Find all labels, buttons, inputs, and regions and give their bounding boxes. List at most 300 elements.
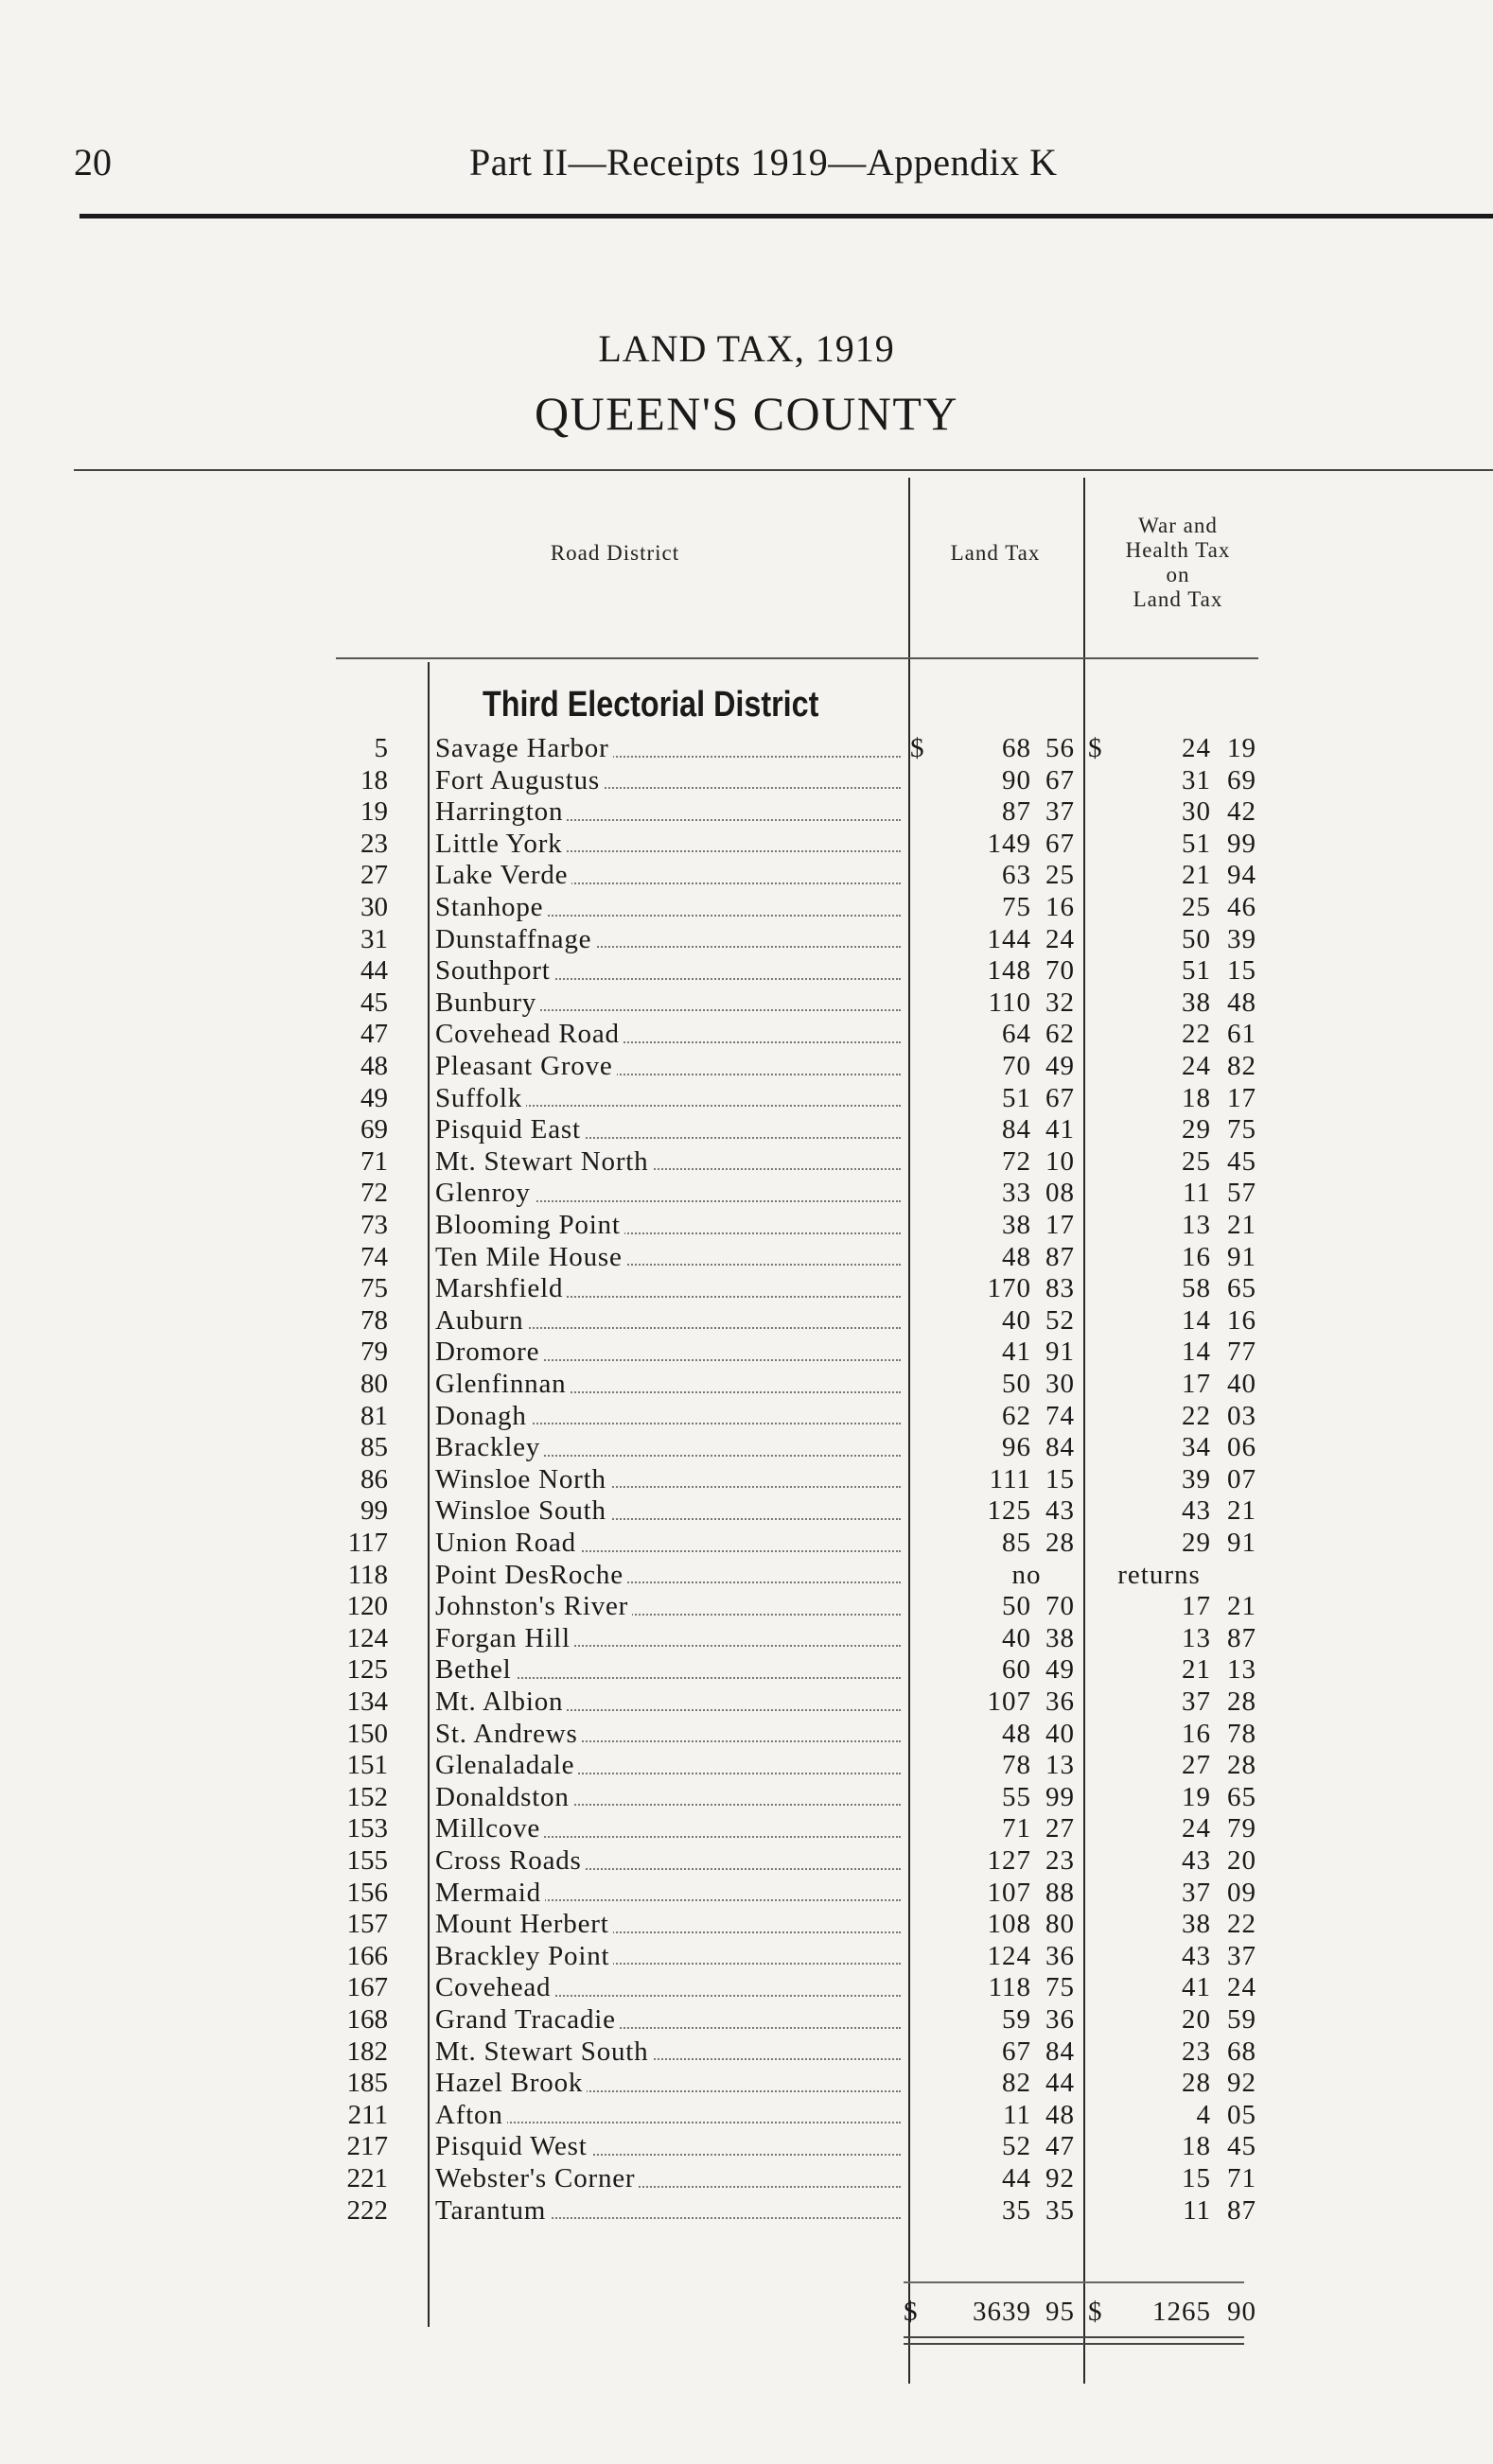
war-tax-cents: 69 xyxy=(1227,764,1256,795)
road-district-number: 85 xyxy=(360,1432,388,1463)
road-district-name-cell xyxy=(435,1654,901,1686)
war-tax-dollars: 38 xyxy=(1182,987,1211,1018)
road-district-name-cell xyxy=(435,1083,901,1115)
land-tax-dollars: 50 xyxy=(1002,1369,1031,1399)
road-district-number: 167 xyxy=(346,1972,388,2003)
road-district-name-cell xyxy=(435,987,901,1020)
land-tax-dollars: 108 xyxy=(987,1909,1031,1940)
table-row xyxy=(0,955,1493,987)
road-district-name-cell xyxy=(435,1813,901,1845)
table-row xyxy=(0,1972,1493,2004)
war-tax-cents: 24 xyxy=(1227,1972,1256,2003)
road-district-name: Lake Verde xyxy=(435,860,569,891)
war-health-header-line: War and xyxy=(1138,514,1218,537)
totals-double-rule-1 xyxy=(904,2336,1244,2338)
road-district-number: 152 xyxy=(346,1781,388,1812)
war-tax-cents: 20 xyxy=(1227,1845,1256,1876)
war-tax-dollars: 51 xyxy=(1182,828,1211,859)
table-row xyxy=(0,987,1493,1020)
land-tax-cents: 48 xyxy=(1045,2099,1075,2130)
land-tax-cents: 30 xyxy=(1045,1369,1075,1399)
county-title: QUEEN'S COUNTY xyxy=(534,387,959,440)
road-district-number: 221 xyxy=(346,2163,388,2193)
war-tax-cents: 45 xyxy=(1227,1145,1256,1177)
table-row xyxy=(0,1654,1493,1686)
war-tax-dollars: 17 xyxy=(1182,1591,1211,1622)
table-row xyxy=(0,1464,1493,1496)
road-district-name: Millcove xyxy=(435,1813,541,1844)
war-tax-dollars: 13 xyxy=(1182,1622,1211,1653)
land-tax-cents: 49 xyxy=(1045,1654,1075,1686)
road-district-number: 5 xyxy=(374,733,388,763)
road-district-name-cell xyxy=(435,892,901,924)
road-district-number: 30 xyxy=(360,892,388,922)
table-row xyxy=(0,2068,1493,2100)
table-row xyxy=(0,2131,1493,2163)
war-health-header-line: on xyxy=(1166,563,1190,586)
table-row xyxy=(0,1623,1493,1655)
land-tax-dollars: 35 xyxy=(1002,2194,1031,2226)
road-district-name-cell xyxy=(435,2036,901,2069)
land-tax-cents: 47 xyxy=(1045,2131,1075,2162)
land-tax-cents: 36 xyxy=(1045,1686,1075,1717)
table-row xyxy=(0,860,1493,892)
road-district-number: 120 xyxy=(346,1591,388,1622)
table-row xyxy=(0,1051,1493,1083)
table-row xyxy=(0,1878,1493,1910)
war-tax-dollars: 43 xyxy=(1182,1845,1211,1876)
table-row xyxy=(0,1083,1493,1115)
war-tax-cents: 13 xyxy=(1227,1654,1256,1686)
road-district-number: 124 xyxy=(346,1622,388,1653)
road-district-number: 81 xyxy=(360,1400,388,1431)
road-district-name-cell xyxy=(435,1782,901,1814)
land-tax-cents: 92 xyxy=(1045,2163,1075,2193)
land-tax-cents: 13 xyxy=(1045,1750,1075,1781)
war-tax-cents: 09 xyxy=(1227,1877,1256,1908)
land-tax-cents: 43 xyxy=(1045,1495,1075,1527)
land-tax-cents: 83 xyxy=(1045,1273,1075,1304)
war-tax-cents: 91 xyxy=(1227,1241,1256,1272)
road-district-name-cell xyxy=(435,2131,901,2163)
war-tax-dollars: 18 xyxy=(1182,1082,1211,1113)
war-health-header-line: Health Tax xyxy=(1125,538,1231,562)
road-district-name-cell xyxy=(435,1591,901,1623)
war-tax-dollars: 17 xyxy=(1182,1369,1211,1399)
land-tax-dollars: 71 xyxy=(1002,1813,1031,1844)
road-district-number: 23 xyxy=(360,828,388,859)
land-tax-cents: 23 xyxy=(1045,1845,1075,1876)
road-district-name: Webster's Corner xyxy=(435,2163,636,2193)
land-tax-dollars: 40 xyxy=(1002,1622,1031,1653)
road-district-name: Mount Herbert xyxy=(435,1909,609,1940)
land-tax-dollars: 148 xyxy=(987,955,1031,987)
land-tax-cents: 84 xyxy=(1045,2036,1075,2067)
running-head: Part II—Receipts 1919—Appendix K xyxy=(469,141,1058,183)
land-tax-dollars: 127 xyxy=(987,1845,1031,1876)
totals-double-rule-2 xyxy=(904,2343,1244,2345)
road-district-number: 75 xyxy=(360,1273,388,1304)
column-header-road-district: Road District xyxy=(550,541,680,565)
war-tax-note: returns xyxy=(1117,1559,1201,1590)
page-number: 20 xyxy=(74,141,112,183)
war-tax-dollars: 41 xyxy=(1182,1972,1211,2003)
war-tax-dollars: 51 xyxy=(1182,955,1211,987)
land-tax-cents: 62 xyxy=(1045,1019,1075,1050)
road-district-name-cell xyxy=(435,1242,901,1274)
land-tax-cents: 37 xyxy=(1045,796,1075,828)
table-row xyxy=(0,1242,1493,1274)
road-district-number: 69 xyxy=(360,1114,388,1145)
war-tax-dollars: 34 xyxy=(1182,1432,1211,1463)
war-tax-dollars: 13 xyxy=(1182,1210,1211,1240)
land-tax-cents: 08 xyxy=(1045,1178,1075,1209)
table-row xyxy=(0,1114,1493,1146)
land-tax-dollars: 84 xyxy=(1002,1114,1031,1145)
table-row xyxy=(0,733,1493,765)
road-district-name-cell xyxy=(435,1495,901,1528)
road-district-name-cell xyxy=(435,1146,901,1179)
land-tax-dollars: 107 xyxy=(987,1686,1031,1717)
war-tax-cents: 06 xyxy=(1227,1432,1256,1463)
road-district-name: Afton xyxy=(435,2099,503,2130)
table-row xyxy=(0,2100,1493,2132)
land-tax-dollars: 124 xyxy=(987,1940,1031,1971)
table-row xyxy=(0,1591,1493,1623)
header-bottom-rule xyxy=(336,657,1258,659)
war-tax-cents: 16 xyxy=(1227,1304,1256,1336)
land-tax-cents: 10 xyxy=(1045,1145,1075,1177)
road-district-name-cell xyxy=(435,1560,901,1592)
land-tax-dollars: 75 xyxy=(1002,892,1031,922)
war-tax-cents: 22 xyxy=(1227,1909,1256,1940)
road-district-number: 151 xyxy=(346,1750,388,1781)
road-district-name: Little York xyxy=(435,828,563,859)
road-district-name: Glenaladale xyxy=(435,1750,575,1781)
war-tax-cents: 05 xyxy=(1227,2099,1256,2130)
document-title: LAND TAX, 1919 xyxy=(598,327,895,370)
road-district-name: Stanhope xyxy=(435,892,544,922)
war-tax-cents: 87 xyxy=(1227,2194,1256,2226)
war-tax-cents: 03 xyxy=(1227,1400,1256,1431)
road-district-name-cell xyxy=(435,2100,901,2132)
land-tax-cents: 74 xyxy=(1045,1400,1075,1431)
table-row xyxy=(0,1369,1493,1401)
road-district-name: Ten Mile House xyxy=(435,1241,623,1272)
land-tax-dollars: 144 xyxy=(987,923,1031,954)
road-district-name: Cross Roads xyxy=(435,1845,582,1876)
war-tax-cents: 79 xyxy=(1227,1813,1256,1844)
war-tax-dollars: 20 xyxy=(1182,2004,1211,2035)
road-district-name: Auburn xyxy=(435,1304,524,1336)
war-tax-dollars: 30 xyxy=(1182,796,1211,828)
war-tax-dollars: 16 xyxy=(1182,1241,1211,1272)
table-row xyxy=(0,1401,1493,1433)
road-district-number: 78 xyxy=(360,1304,388,1336)
road-district-number: 73 xyxy=(360,1210,388,1240)
war-tax-dollars: 24 xyxy=(1182,733,1211,763)
road-district-name: Brackley Point xyxy=(435,1940,610,1971)
land-tax-dollars: 125 xyxy=(987,1495,1031,1527)
road-district-name-cell xyxy=(435,955,901,987)
road-district-name: Suffolk xyxy=(435,1082,523,1113)
road-district-name: Marshfield xyxy=(435,1273,564,1304)
road-district-name: Donagh xyxy=(435,1400,527,1431)
war-tax-cents: 39 xyxy=(1227,923,1256,954)
land-tax-dollars: 78 xyxy=(1002,1750,1031,1781)
table-row xyxy=(0,1560,1493,1592)
table-row xyxy=(0,1686,1493,1719)
table-row xyxy=(0,829,1493,861)
land-tax-dollars: 67 xyxy=(1002,2036,1031,2067)
land-tax-dollars: 82 xyxy=(1002,2068,1031,2099)
road-district-name-cell xyxy=(435,1210,901,1242)
road-district-number: 99 xyxy=(360,1495,388,1527)
road-district-number: 134 xyxy=(346,1686,388,1717)
road-district-name: Mt. Stewart South xyxy=(435,2036,649,2067)
table-row xyxy=(0,892,1493,924)
road-district-name-cell xyxy=(435,1719,901,1751)
war-tax-cents: 15 xyxy=(1227,955,1256,987)
road-district-name: Fort Augustus xyxy=(435,764,600,795)
road-district-name-cell xyxy=(435,765,901,797)
land-tax-currency: $ xyxy=(910,733,924,763)
war-tax-cents: 77 xyxy=(1227,1337,1256,1368)
war-tax-dollars: 43 xyxy=(1182,1940,1211,1971)
land-tax-cents: 70 xyxy=(1045,1591,1075,1622)
road-district-name: Union Road xyxy=(435,1528,576,1558)
table-row xyxy=(0,2004,1493,2036)
road-district-name: Covehead xyxy=(435,1972,552,2003)
war-tax-cents: 87 xyxy=(1227,1622,1256,1653)
land-total-cents: 95 xyxy=(1045,2297,1075,2327)
road-district-name: Forgan Hill xyxy=(435,1622,571,1653)
war-tax-cents: 28 xyxy=(1227,1750,1256,1781)
table-row xyxy=(0,2036,1493,2069)
land-tax-dollars: 48 xyxy=(1002,1718,1031,1749)
road-district-number: 27 xyxy=(360,860,388,891)
road-district-number: 86 xyxy=(360,1463,388,1494)
war-tax-dollars: 24 xyxy=(1182,1051,1211,1081)
war-tax-cents: 21 xyxy=(1227,1591,1256,1622)
land-tax-dollars: 90 xyxy=(1002,764,1031,795)
land-tax-dollars: 72 xyxy=(1002,1145,1031,1177)
road-district-name-cell xyxy=(435,924,901,956)
land-tax-cents: 84 xyxy=(1045,1432,1075,1463)
road-district-name: Dromore xyxy=(435,1337,540,1368)
road-district-name-cell xyxy=(435,829,901,861)
road-district-name-cell xyxy=(435,1878,901,1910)
road-district-name-cell xyxy=(435,1972,901,2004)
land-tax-cents: 38 xyxy=(1045,1622,1075,1653)
war-tax-cents: 75 xyxy=(1227,1114,1256,1145)
land-tax-cents: 88 xyxy=(1045,1877,1075,1908)
war-total-currency: $ xyxy=(1088,2297,1103,2327)
road-district-number: 155 xyxy=(346,1845,388,1876)
war-tax-cents: 28 xyxy=(1227,1686,1256,1717)
road-district-name: Mermaid xyxy=(435,1877,541,1908)
road-district-name-cell xyxy=(435,1941,901,1973)
road-district-name-cell xyxy=(435,1337,901,1369)
land-tax-dollars: 51 xyxy=(1002,1082,1031,1113)
war-tax-cents: 71 xyxy=(1227,2163,1256,2193)
war-tax-cents: 21 xyxy=(1227,1210,1256,1240)
road-district-name-cell xyxy=(435,2195,901,2228)
war-tax-dollars: 14 xyxy=(1182,1304,1211,1336)
road-district-name-cell xyxy=(435,1909,901,1941)
land-tax-dollars: 33 xyxy=(1002,1178,1031,1209)
road-district-number: 45 xyxy=(360,987,388,1018)
war-tax-cents: 65 xyxy=(1227,1273,1256,1304)
war-tax-cents: 91 xyxy=(1227,1528,1256,1558)
war-tax-cents: 57 xyxy=(1227,1178,1256,1209)
road-district-name: Hazel Brook xyxy=(435,2068,584,2099)
table-row xyxy=(0,1210,1493,1242)
war-tax-dollars: 4 xyxy=(1196,2099,1211,2130)
road-district-name: Southport xyxy=(435,955,551,987)
road-district-number: 18 xyxy=(360,764,388,795)
table-row xyxy=(0,1495,1493,1528)
land-tax-cents: 75 xyxy=(1045,1972,1075,2003)
road-district-number: 72 xyxy=(360,1178,388,1209)
war-tax-dollars: 25 xyxy=(1182,892,1211,922)
road-district-name-cell xyxy=(435,1432,901,1464)
war-tax-dollars: 23 xyxy=(1182,2036,1211,2067)
table-row xyxy=(0,1750,1493,1782)
land-tax-cents: 36 xyxy=(1045,2004,1075,2035)
road-district-number: 47 xyxy=(360,1019,388,1050)
road-district-number: 211 xyxy=(347,2099,388,2130)
table-row xyxy=(0,1273,1493,1305)
land-tax-dollars: 40 xyxy=(1002,1304,1031,1336)
totals-top-rule xyxy=(904,2281,1244,2283)
war-tax-dollars: 58 xyxy=(1182,1273,1211,1304)
land-tax-cents: 27 xyxy=(1045,1813,1075,1844)
road-district-name-cell xyxy=(435,2163,901,2195)
land-tax-dollars: 149 xyxy=(987,828,1031,859)
land-tax-dollars: 38 xyxy=(1002,1210,1031,1240)
land-tax-cents: 36 xyxy=(1045,1940,1075,1971)
road-district-number: 150 xyxy=(346,1718,388,1749)
road-district-number: 182 xyxy=(346,2036,388,2067)
road-district-name-cell xyxy=(435,1305,901,1337)
land-tax-dollars: 111 xyxy=(989,1463,1031,1494)
land-tax-dollars: 170 xyxy=(987,1273,1031,1304)
war-tax-currency: $ xyxy=(1088,733,1102,763)
road-district-number: 44 xyxy=(360,955,388,987)
road-district-name: Winsloe North xyxy=(435,1463,606,1494)
road-district-name-cell xyxy=(435,860,901,892)
table-row xyxy=(0,765,1493,797)
road-district-name-cell xyxy=(435,1623,901,1655)
road-district-name-cell xyxy=(435,1845,901,1878)
land-tax-dollars: 118 xyxy=(988,1972,1031,2003)
war-tax-dollars: 11 xyxy=(1183,1178,1211,1209)
land-tax-cents: 67 xyxy=(1045,828,1075,859)
land-tax-dollars: 110 xyxy=(988,987,1031,1018)
road-district-name: Bethel xyxy=(435,1654,512,1686)
war-tax-dollars: 19 xyxy=(1182,1781,1211,1812)
war-tax-dollars: 29 xyxy=(1182,1114,1211,1145)
land-tax-cents: 15 xyxy=(1045,1463,1075,1494)
table-row xyxy=(0,1845,1493,1878)
road-district-number: 79 xyxy=(360,1337,388,1368)
war-tax-dollars: 25 xyxy=(1182,1145,1211,1177)
road-district-name: Glenroy xyxy=(435,1178,531,1209)
land-tax-dollars: 107 xyxy=(987,1877,1031,1908)
land-tax-cents: 87 xyxy=(1045,1241,1075,1272)
war-tax-dollars: 24 xyxy=(1182,1813,1211,1844)
war-tax-dollars: 38 xyxy=(1182,1909,1211,1940)
road-district-name: Pisquid West xyxy=(435,2131,588,2162)
land-tax-dollars: 87 xyxy=(1002,796,1031,828)
section-heading: Third Electorial District xyxy=(483,685,819,725)
road-district-name: Glenfinnan xyxy=(435,1369,567,1399)
land-tax-note: no xyxy=(1011,1559,1042,1590)
road-district-name: Mt. Stewart North xyxy=(435,1145,649,1177)
road-district-name: Blooming Point xyxy=(435,1210,621,1240)
road-district-name-cell xyxy=(435,1114,901,1146)
war-tax-dollars: 39 xyxy=(1182,1463,1211,1494)
table-row xyxy=(0,1019,1493,1051)
land-tax-dollars: 50 xyxy=(1002,1591,1031,1622)
war-tax-dollars: 37 xyxy=(1182,1686,1211,1717)
road-district-number: 166 xyxy=(346,1940,388,1971)
land-tax-dollars: 41 xyxy=(1002,1337,1031,1368)
land-tax-cents: 24 xyxy=(1045,923,1075,954)
table-row xyxy=(0,1909,1493,1941)
land-tax-cents: 32 xyxy=(1045,987,1075,1018)
land-total-dollars: 3639 xyxy=(973,2297,1031,2327)
war-tax-dollars: 43 xyxy=(1182,1495,1211,1527)
war-tax-cents: 19 xyxy=(1227,733,1256,763)
war-tax-cents: 48 xyxy=(1227,987,1256,1018)
land-tax-cents: 49 xyxy=(1045,1051,1075,1081)
war-tax-dollars: 27 xyxy=(1182,1750,1211,1781)
war-tax-cents: 78 xyxy=(1227,1718,1256,1749)
road-district-name-cell xyxy=(435,733,901,765)
land-tax-cents: 70 xyxy=(1045,955,1075,987)
road-district-name-cell xyxy=(435,1401,901,1433)
road-district-number: 117 xyxy=(347,1528,388,1558)
land-tax-cents: 41 xyxy=(1045,1114,1075,1145)
land-tax-cents: 56 xyxy=(1045,733,1075,763)
road-district-number: 19 xyxy=(360,796,388,828)
war-tax-dollars: 29 xyxy=(1182,1528,1211,1558)
war-tax-cents: 07 xyxy=(1227,1463,1256,1494)
road-district-name-cell xyxy=(435,796,901,829)
war-tax-dollars: 18 xyxy=(1182,2131,1211,2162)
land-tax-dollars: 59 xyxy=(1002,2004,1031,2035)
land-tax-dollars: 68 xyxy=(1002,733,1031,763)
land-tax-cents: 52 xyxy=(1045,1304,1075,1336)
road-district-name: Bunbury xyxy=(435,987,537,1018)
war-tax-cents: 40 xyxy=(1227,1369,1256,1399)
land-tax-dollars: 48 xyxy=(1002,1241,1031,1272)
land-total-currency: $ xyxy=(904,2297,919,2327)
road-district-number: 125 xyxy=(346,1654,388,1686)
road-district-name-cell xyxy=(435,1019,901,1051)
road-district-number: 222 xyxy=(346,2194,388,2226)
war-tax-cents: 42 xyxy=(1227,796,1256,828)
war-health-header-line: Land Tax xyxy=(1133,587,1223,611)
road-district-name: Johnston's River xyxy=(435,1591,629,1622)
war-tax-cents: 37 xyxy=(1227,1940,1256,1971)
road-district-name-cell xyxy=(435,1464,901,1496)
war-total-cents: 90 xyxy=(1227,2297,1256,2327)
table-row xyxy=(0,1432,1493,1464)
road-district-number: 74 xyxy=(360,1241,388,1272)
